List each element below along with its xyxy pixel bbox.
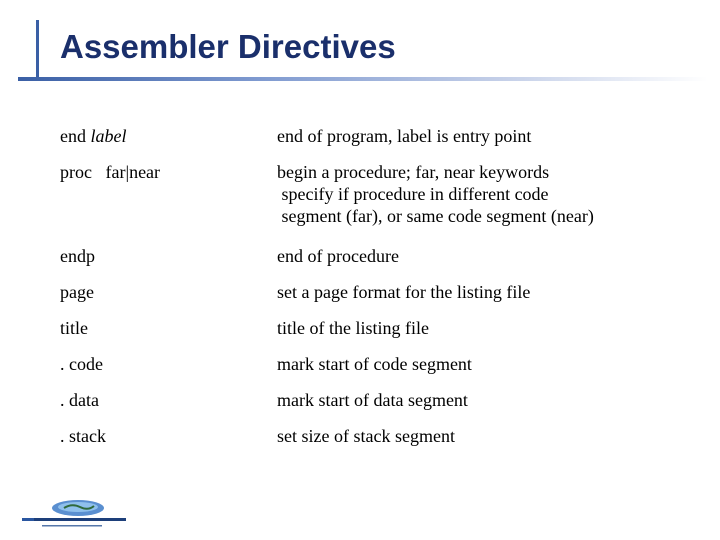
- description-line: mark start of data segment: [277, 390, 468, 410]
- term-argument: label: [90, 126, 127, 146]
- directive-description: [277, 245, 677, 267]
- description-line: set a page format for the listing file: [277, 282, 531, 302]
- description-line: mark start of code segment: [277, 354, 472, 374]
- directive-term: [60, 245, 270, 267]
- directive-term: [60, 317, 270, 339]
- description-line: set size of stack segment: [277, 426, 455, 446]
- directive-term: [60, 353, 270, 375]
- directive-description: [277, 281, 677, 303]
- directive-description: [277, 161, 677, 227]
- directive-description: [277, 389, 677, 411]
- term-keyword: . code: [60, 354, 103, 374]
- term-keyword: page: [60, 282, 94, 302]
- term-keyword: end: [60, 126, 86, 146]
- slide-title: Assembler Directives: [60, 28, 396, 65]
- term-keyword: proc far|near: [60, 162, 161, 182]
- directive-description: [277, 425, 677, 447]
- directive-term: [60, 425, 270, 447]
- description-line: begin a procedure; far, near keywords: [277, 162, 550, 182]
- description-line: specify if procedure in different code: [277, 184, 549, 204]
- term-keyword: . data: [60, 390, 99, 410]
- term-keyword: endp: [60, 246, 95, 266]
- directive-term: [60, 161, 270, 183]
- description-line: segment (far), or same code segment (near): [277, 206, 594, 226]
- directive-description: [277, 353, 677, 375]
- accent-vertical-bar: [36, 20, 39, 80]
- directive-description: [277, 125, 677, 147]
- directive-description: [277, 317, 677, 339]
- term-keyword: title: [60, 318, 88, 338]
- title-underline-rule: [18, 77, 708, 81]
- directive-term: [60, 125, 270, 147]
- description-line: end of program, label is entry point: [277, 126, 532, 146]
- directive-term: [60, 281, 270, 303]
- description-line: title of the listing file: [277, 318, 429, 338]
- term-keyword: . stack: [60, 426, 106, 446]
- description-line: end of procedure: [277, 246, 399, 266]
- globe-logo-icon: [20, 497, 130, 529]
- directive-term: [60, 389, 270, 411]
